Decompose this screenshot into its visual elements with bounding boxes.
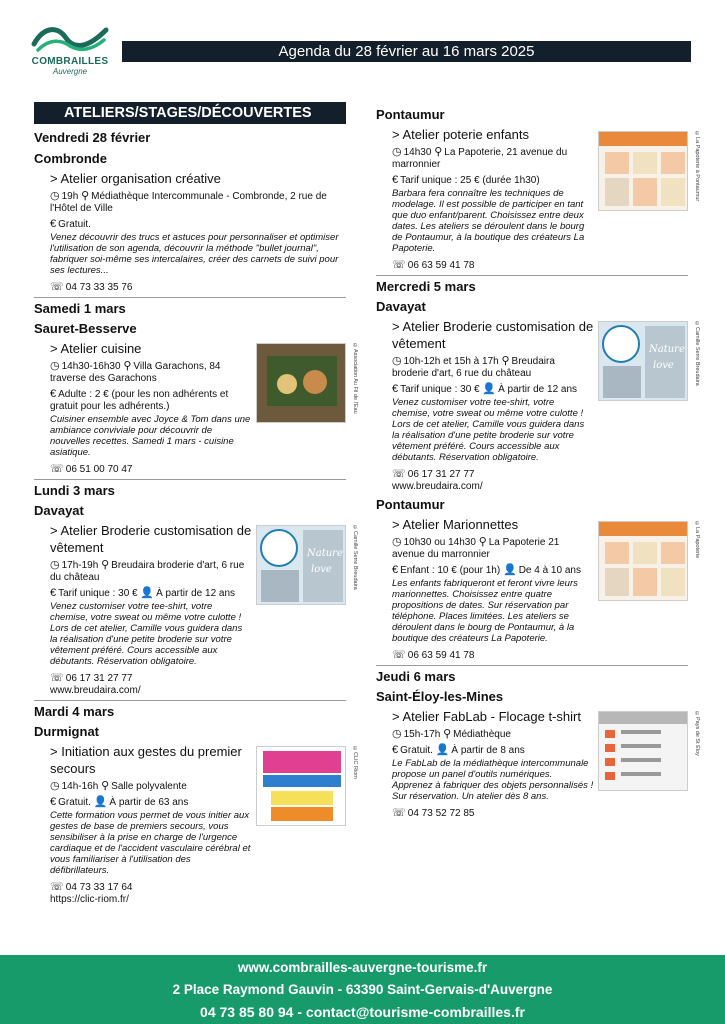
- pin-icon: ⚲: [501, 355, 510, 367]
- event-time: 14h-16h: [61, 781, 99, 792]
- event-title[interactable]: > Atelier organisation créative: [50, 171, 221, 186]
- event-place: Médiathèque Intercommunale - Combronde, 2 rue de l'Hôtel de Ville: [50, 191, 327, 214]
- event-phone[interactable]: 06 63 59 41 78: [407, 650, 475, 661]
- photo-credit: ©La Papoterie à Pontaumur: [694, 131, 700, 202]
- event-place: Salle polyvalente: [111, 781, 187, 792]
- event-title[interactable]: > Atelier poterie enfants: [392, 127, 529, 142]
- left-column: [34, 102, 358, 905]
- euro-icon: €: [50, 388, 57, 400]
- event-description: Le FabLab de la médiathèque intercommunale propose un panel d'outils numériques. Apprenez à fabriquer des objets personnalisés ! Sur réservation. Un atelier dès 8 ans.: [392, 758, 594, 802]
- event-phone[interactable]: 04 73 33 35 76: [65, 282, 133, 293]
- event-phone[interactable]: 06 17 31 27 77: [65, 673, 133, 684]
- event-thumbnail: [256, 746, 346, 826]
- event-website[interactable]: https://clic-riom.fr/: [50, 894, 129, 905]
- clock-icon: ◷: [50, 780, 60, 792]
- pin-icon: ⚲: [101, 780, 110, 792]
- agenda-title-bar: Agenda du 28 février au 16 mars 2025: [122, 41, 691, 62]
- event-description: Cuisiner ensemble avec Joyce & Tom dans une ambiance conviviale pour découvrir de nouvelles recettes. Samedi 1 mars - cuisine asiatique.: [50, 414, 251, 458]
- event-block: [376, 665, 700, 819]
- event-time-place: [50, 190, 346, 215]
- event-time: 14h30: [403, 147, 432, 158]
- event-price: Tarif unique : 30 €: [400, 384, 480, 395]
- person-icon: 👤: [482, 383, 497, 395]
- svg-text:Nature: Nature: [307, 548, 343, 559]
- pin-icon: ⚲: [478, 536, 487, 548]
- clock-icon: ◷: [392, 146, 402, 158]
- event-age: À partir de 12 ans: [498, 384, 578, 395]
- footer: [0, 955, 725, 1024]
- section-title: ATELIERS/STAGES/DÉCOUVERTES: [34, 102, 346, 124]
- event-place: Breudaira broderie d'art, 6 rue du château: [392, 356, 555, 379]
- event-phone-row: [392, 648, 594, 661]
- clock-icon: ◷: [50, 559, 60, 571]
- photo-credit: ©Camille Serre Breudaira: [352, 525, 358, 590]
- event-price: Adulte : 2 € (pour les non adhérents et gratuit pour les adhérents.): [50, 389, 229, 412]
- event-description: Cette formation vous permet de vous initier aux gestes de base de premiers secours, vous sensibiliser à la prise en charge de l'urgence cardiaque et de l'accident vasculaire cérébral et vous familiariser à l'utilisation des défibrillateurs.: [50, 810, 251, 876]
- photo-credit: ©Camille Serre Breudaira: [694, 321, 700, 386]
- event-price: Enfant : 10 € (pour 1h): [400, 565, 501, 576]
- event-block: [34, 700, 358, 905]
- event-time-place: [392, 728, 594, 741]
- event-thumbnail: [598, 131, 688, 211]
- event-title[interactable]: > Atelier Marionnettes: [392, 517, 519, 532]
- footer-address: 2 Place Raymond Gauvin - 63390 Saint-Gervais-d'Auvergne: [172, 982, 553, 997]
- event-time: 14h30-16h30: [61, 361, 121, 372]
- event-block: [376, 275, 700, 492]
- event-phone[interactable]: 06 63 59 41 78: [407, 260, 475, 271]
- event-title[interactable]: > Initiation aux gestes du premier secours: [50, 744, 242, 776]
- event-phone-row: [50, 462, 252, 475]
- phone-icon: ☏: [392, 468, 406, 480]
- logo-subtitle: Auvergne: [52, 67, 88, 76]
- event-description: Venez customiser votre tee-shirt, votre chemise, votre sweat ou même votre culotte ! Lors de cet atelier, Camille vous guidera dans la réalisation d'une petite broderie sur votre vêtement préféré. Cours accessible aux débutants. Réservation obligatoire.: [392, 397, 585, 463]
- event-block: [376, 107, 700, 271]
- pin-icon: ⚲: [123, 360, 132, 372]
- event-age: De 4 à 10 ans: [518, 565, 581, 576]
- event-block: [34, 479, 358, 696]
- event-phone-row: [392, 258, 594, 271]
- event-description: Venez découvrir des trucs et astuces pour personnaliser et optimiser l'utilisation de son agenda, découvrir la méthode "bullet journal", fabriquer soi-même ses intercalaires, créer des carnets de suivi pour ses lectures...: [50, 232, 339, 276]
- event-time-place: [50, 559, 252, 584]
- event-day: Jeudi 6 mars: [376, 665, 688, 684]
- euro-icon: €: [392, 174, 399, 186]
- event-price-row: [392, 564, 594, 577]
- event-age: À partir de 12 ans: [156, 588, 236, 599]
- event-price: Tarif unique : 25 € (durée 1h30): [400, 175, 540, 186]
- phone-icon: ☏: [50, 881, 64, 893]
- event-city: Davayat: [376, 299, 426, 314]
- event-price-row: [392, 174, 594, 187]
- event-price-row: [392, 744, 594, 757]
- phone-icon: ☏: [392, 807, 406, 819]
- event-website[interactable]: www.breudaira.com/: [50, 685, 141, 696]
- event-phone-row: [392, 467, 594, 480]
- event-price-row: [50, 796, 252, 809]
- event-day: Samedi 1 mars: [34, 297, 346, 316]
- photo-credit: ©La Papoterie: [694, 521, 700, 559]
- phone-icon: ☏: [392, 259, 406, 271]
- event-phone-row: [392, 806, 594, 819]
- event-website[interactable]: www.breudaira.com/: [392, 481, 483, 492]
- event-block: [34, 297, 358, 475]
- event-day: Lundi 3 mars: [34, 479, 346, 498]
- event-time-place: [392, 355, 594, 380]
- event-place: Breudaira broderie d'art, 6 rue du château: [50, 560, 245, 583]
- clock-icon: ◷: [392, 536, 402, 548]
- photo-credit: ©Association Au Fil de l'Eau: [352, 343, 358, 414]
- clock-icon: ◷: [50, 190, 60, 202]
- event-price: Gratuit.: [400, 745, 433, 756]
- event-description: Venez customiser votre tee-shirt, votre chemise, votre sweat ou même votre culotte ! Lors de cet atelier, Camille vous guidera dans la réalisation d'une petite broderie sur votre vêtement préféré. Cours accessible aux débutants. Réservation obligatoire.: [50, 601, 243, 667]
- event-thumbnail: [598, 521, 688, 601]
- event-description: Les enfants fabriqueront et feront vivre leurs marionnettes. Choisissez entre quatre propositions de dates. Sur réservation par téléphone. Places limitées. Les ateliers se déroulent dans le bourg de Pontaumur, à la boutique des créateurs La Papoterie.: [392, 578, 578, 644]
- event-place: Villa Garachons, 84 traverse des Garachons: [50, 361, 221, 384]
- event-title[interactable]: > Atelier cuisine: [50, 341, 142, 356]
- event-price-row: [50, 218, 346, 231]
- event-place: Médiathèque: [453, 729, 511, 740]
- event-phone-row: [50, 671, 252, 684]
- person-icon: 👤: [502, 564, 517, 576]
- phone-icon: ☏: [392, 649, 406, 661]
- photo-credit: ©Pays de St Eloy: [694, 711, 700, 756]
- event-thumbnail: [598, 711, 688, 791]
- footer-contact[interactable]: 04 73 85 80 94 - contact@tourisme-combrailles.fr: [200, 1004, 525, 1020]
- event-time: 15h-17h: [403, 729, 441, 740]
- event-time: 10h-12h et 15h à 17h: [403, 356, 499, 367]
- footer-website[interactable]: www.combrailles-auvergne-tourisme.fr: [237, 960, 488, 975]
- event-city: Durmignat: [34, 724, 99, 739]
- pin-icon: ⚲: [443, 728, 452, 740]
- event-city: Saint-Éloy-les-Mines: [376, 689, 504, 704]
- euro-icon: €: [50, 218, 57, 230]
- event-price: Gratuit.: [58, 797, 91, 808]
- person-icon: 👤: [435, 744, 450, 756]
- event-price: Gratuit.: [58, 219, 91, 230]
- event-phone-row: [50, 280, 346, 293]
- event-phone[interactable]: 04 73 33 17 64: [65, 882, 133, 893]
- person-icon: 👤: [93, 796, 108, 808]
- event-thumbnail: [598, 321, 688, 401]
- event-description: Barbara fera connaître les techniques de modelage. Il est possible de participer en tant que duo enfant/parent. Choisissez entre deux dates. Les ateliers se déroulent dans le bourg de Pontaumur, à la boutique des créateurs La Papoterie.: [392, 188, 585, 254]
- event-city: Davayat: [34, 503, 84, 518]
- event-city: Pontaumur: [376, 497, 445, 512]
- phone-icon: ☏: [50, 281, 64, 293]
- logo-wave-icon: [30, 22, 110, 56]
- phone-icon: ☏: [50, 463, 64, 475]
- pin-icon: ⚲: [81, 190, 90, 202]
- event-title[interactable]: > Atelier FabLab - Flocage t-shirt: [392, 709, 581, 724]
- euro-icon: €: [50, 587, 57, 599]
- svg-text:love: love: [311, 564, 332, 575]
- event-time-place: [50, 360, 252, 385]
- event-phone[interactable]: 06 51 00 70 47: [65, 464, 133, 475]
- event-phone-row: [50, 880, 252, 893]
- event-age: À partir de 8 ans: [451, 745, 525, 756]
- event-phone[interactable]: 04 73 52 72 85: [407, 808, 475, 819]
- event-title[interactable]: > Atelier Broderie customisation de vêtement: [50, 523, 252, 555]
- event-day: Vendredi 28 février: [34, 130, 151, 145]
- event-place: La Papoterie, 21 avenue du marronnier: [392, 147, 568, 170]
- clock-icon: ◷: [392, 728, 402, 740]
- euro-icon: €: [50, 796, 57, 808]
- event-time-place: [392, 146, 594, 171]
- event-price: Tarif unique : 30 €: [58, 588, 138, 599]
- event-day: Mardi 4 mars: [34, 700, 346, 719]
- event-thumbnail: [256, 525, 346, 605]
- svg-text:love: love: [653, 360, 674, 371]
- logo-word: COMBRAILLES: [31, 56, 109, 67]
- photo-credit: ©CLIC Riom: [352, 746, 358, 779]
- event-thumbnail: [256, 343, 346, 423]
- event-price-row: [392, 383, 594, 396]
- euro-icon: €: [392, 383, 399, 395]
- svg-text:Nature: Nature: [649, 344, 685, 355]
- pin-icon: ⚲: [101, 559, 110, 571]
- combrailles-logo: [30, 22, 110, 74]
- event-city: Pontaumur: [376, 107, 445, 122]
- event-block: [376, 497, 700, 661]
- event-block: [34, 127, 346, 293]
- event-price-row: [50, 388, 252, 413]
- event-title[interactable]: > Atelier Broderie customisation de vêtement: [392, 319, 594, 351]
- event-time: 17h-19h: [61, 560, 99, 571]
- event-time: 10h30 ou 14h30: [403, 537, 476, 548]
- event-time: 19h: [61, 191, 79, 202]
- clock-icon: ◷: [392, 355, 402, 367]
- euro-icon: €: [392, 564, 399, 576]
- clock-icon: ◷: [50, 360, 60, 372]
- event-price-row: [50, 587, 252, 600]
- pin-icon: ⚲: [434, 146, 443, 158]
- event-time-place: [392, 536, 594, 561]
- event-time-place: [50, 780, 252, 793]
- event-age: À partir de 63 ans: [109, 797, 189, 808]
- phone-icon: ☏: [50, 672, 64, 684]
- event-place: La Papoterie 21 avenue du marronnier: [392, 537, 560, 560]
- event-city: Combronde: [34, 151, 107, 166]
- right-column: [376, 102, 700, 819]
- event-phone[interactable]: 06 17 31 27 77: [407, 469, 475, 480]
- euro-icon: €: [392, 744, 399, 756]
- person-icon: 👤: [140, 587, 155, 599]
- event-city: Sauret-Besserve: [34, 321, 137, 336]
- event-day: Mercredi 5 mars: [376, 275, 688, 294]
